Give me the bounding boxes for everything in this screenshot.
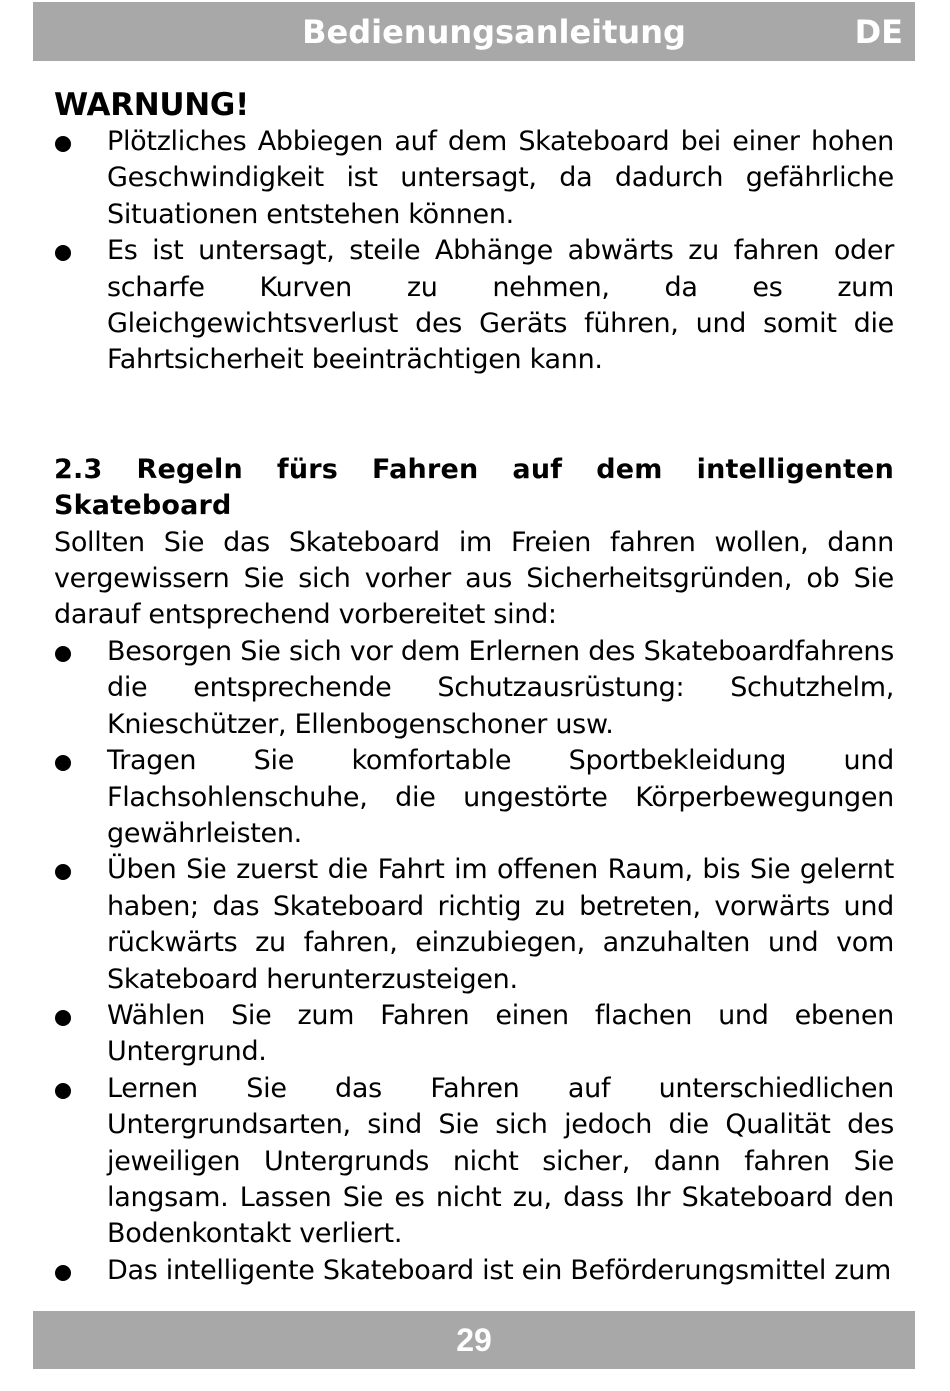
bullet-icon	[55, 1010, 71, 1026]
list-item-text: Besorgen Sie sich vor dem Erlernen des Skateboardfahrens die entsprechende Schutzausrüstung: Schutzhelm, Knieschützer, Ellenbogenschoner usw.	[107, 635, 894, 740]
header-bar	[33, 2, 915, 61]
list-item	[54, 233, 894, 379]
bullet-icon	[55, 646, 71, 662]
list-item-text: Üben Sie zuerst die Fahrt im offenen Raum, bis Sie gelernt haben; das Skateboard richtig zu betreten, vorwärts und rückwärts zu fahren, einzubiegen, anzuhalten und vom Skateboard herunterzusteigen.	[107, 854, 894, 995]
list-item	[54, 1071, 894, 1253]
language-code: DE	[854, 13, 903, 51]
list-item	[54, 124, 894, 233]
list-item-text: Es ist untersagt, steile Abhänge abwärts zu fahren oder scharfe Kurven zu nehmen, da es zum Gleichgewichtsverlust des Geräts führen, und somit die Fahrtsicherheit beeinträchtigen kann.	[107, 235, 894, 376]
bullet-icon	[55, 1083, 71, 1099]
warning-list	[54, 124, 894, 379]
document-title: Bedienungsanleitung	[302, 13, 686, 51]
bullet-icon	[55, 136, 71, 152]
section-heading: 2.3 Regeln fürs Fahren auf dem intelligenten Skateboard	[54, 453, 894, 522]
list-item	[54, 634, 894, 743]
list-item-text: Tragen Sie komfortable Sportbekleidung und Flachsohlenschuhe, die ungestörte Körperbewegungen gewährleisten.	[107, 745, 894, 849]
rules-list	[54, 634, 894, 1289]
list-item	[54, 998, 894, 1071]
list-item	[54, 743, 894, 852]
footer-bar	[33, 1311, 915, 1369]
warning-title: WARNUNG!	[54, 87, 249, 123]
list-item	[54, 852, 894, 998]
section-intro: Sollten Sie das Skateboard im Freien fahren wollen, dann vergewissern Sie sich vorher aus Sicherheitsgründen, ob Sie darauf entsprechend vorbereitet sind:	[54, 526, 894, 631]
list-item-text: Plötzliches Abbiegen auf dem Skateboard bei einer hohen Geschwindigkeit ist untersagt, da dadurch gefährliche Situationen entstehen können.	[107, 126, 894, 230]
list-item-text: Wählen Sie zum Fahren einen flachen und ebenen Untergrund.	[107, 999, 894, 1068]
bullet-icon	[55, 864, 71, 880]
list-item-text: Das intelligente Skateboard ist ein Beförderungsmittel zum	[107, 1254, 892, 1286]
bullet-icon	[55, 1265, 71, 1281]
bullet-icon	[55, 245, 71, 261]
page-content	[54, 86, 894, 1289]
bullet-icon	[55, 755, 71, 771]
list-item-text: Lernen Sie das Fahren auf unterschiedlichen Untergrundsarten, sind Sie sich jedoch die Qualität des jeweiligen Untergrunds nicht sicher, dann fahren Sie langsam. Lassen Sie es nicht zu, dass Ihr Skateboard den Bodenkontakt verliert.	[107, 1072, 894, 1250]
page-number: 29	[456, 1322, 492, 1358]
list-item	[54, 1253, 894, 1289]
